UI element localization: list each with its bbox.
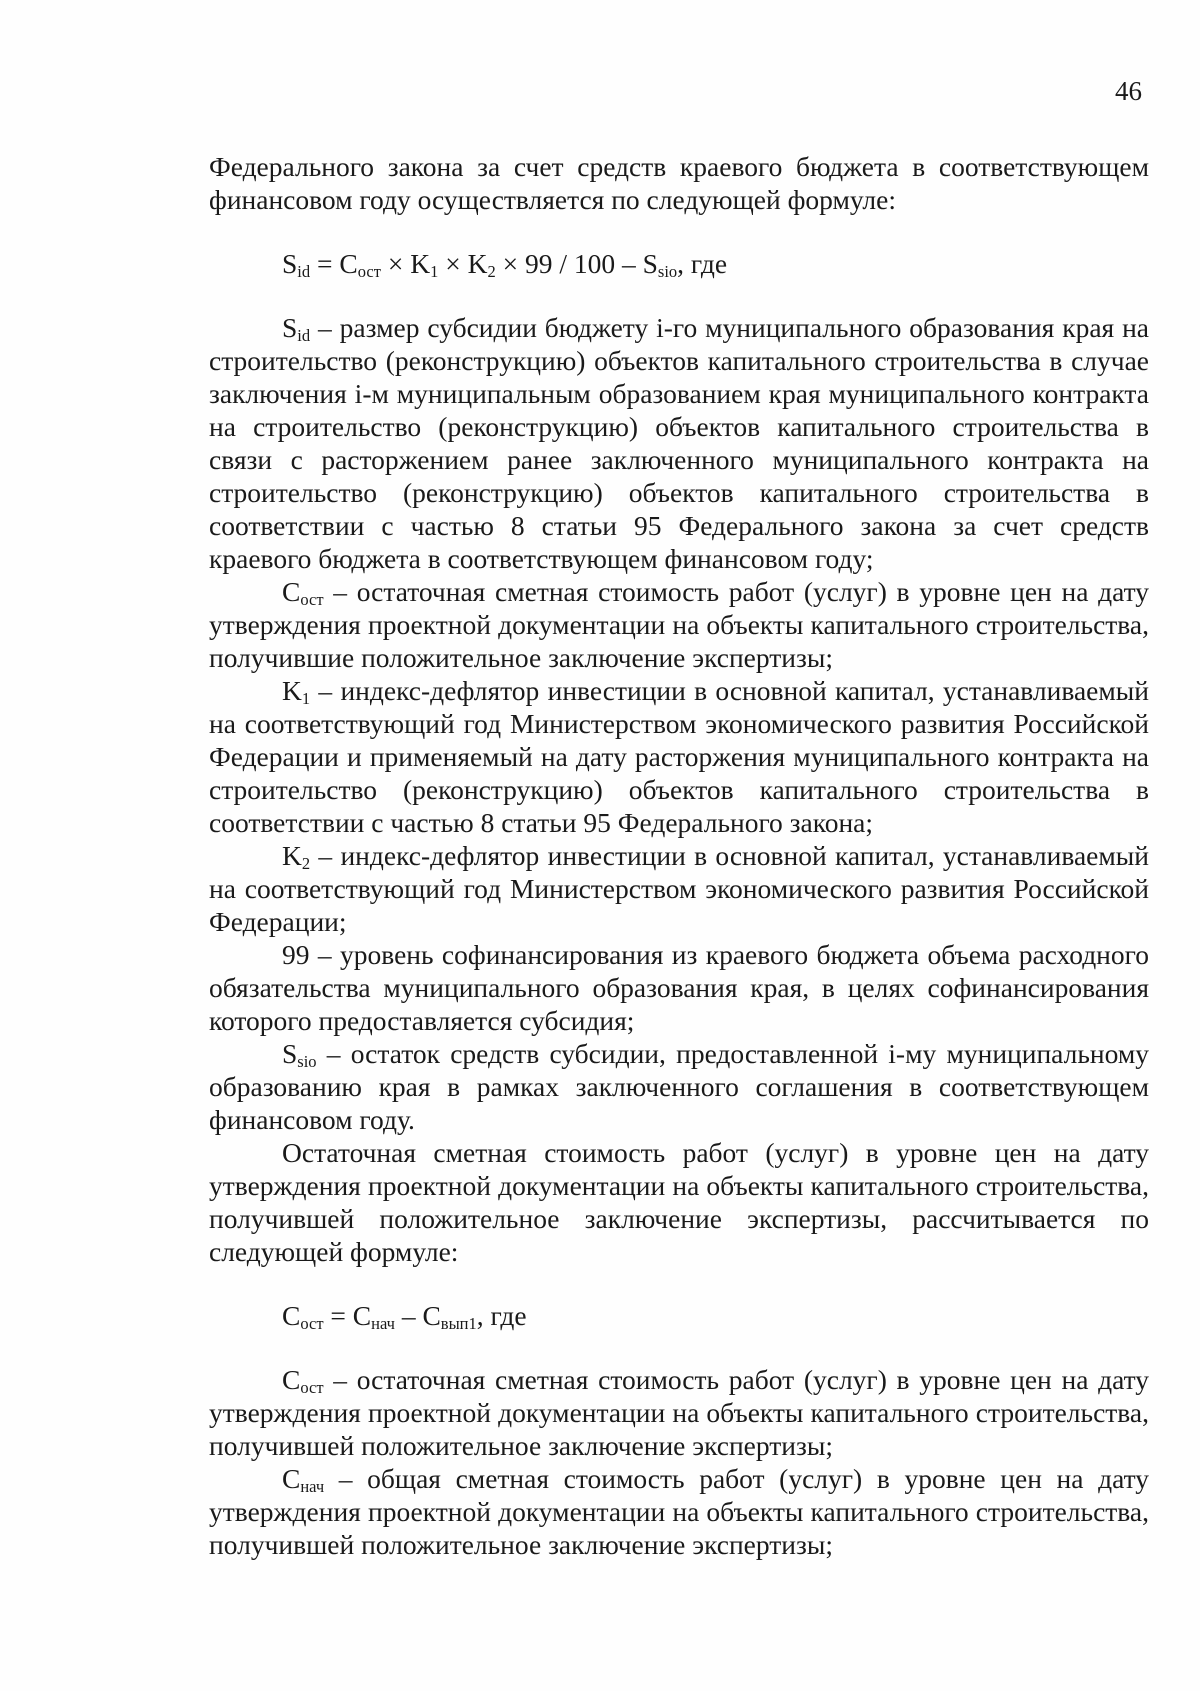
definition-cost-2: $C_{ост}$ – остаточная сметная стоимость работ (услуг) в уровне цен на дату утверждения проектной документации на объекты капитального строительства, получившей положительное заключение экспертизы;	[209, 1364, 1149, 1461]
paragraph-residual-cost: Остаточная сметная стоимость работ (услуг) в уровне цен на дату утверждения проектной документации на объекты капитального строительства, получившей положительное заключение экспертизы, рассчитывается по следующей формуле:	[209, 1137, 1149, 1267]
formula-subsidy: $S_{id} = C_{ост} \times K_1 \times K_2 \times 99 / 100 - S_{sio}$, где	[282, 248, 728, 282]
page-number: 46	[1115, 76, 1142, 106]
definition-cost: $C_{ост}$ – остаточная сметная стоимость работ (услуг) в уровне цен на дату утверждения проектной документации на объекты капитального строительства, получившие положительное заключение экспертизы;	[209, 576, 1149, 673]
document-body	[209, 150, 1149, 1561]
formula-residual-cost: $C_{ост} = C_{нач} - C_{вып1}$, где	[282, 1300, 527, 1334]
definition-99: 99 – уровень софинансирования из краевого бюджета объема расходного обязательства муниципального образования края, в целях софинансирования которого предоставляется субсидия;	[209, 939, 1149, 1036]
intro-paragraph: Федерального закона за счет средств краевого бюджета в соответствующем финансовом году осуществляется по следующей формуле:	[209, 151, 1149, 215]
definition-k2: $K_2$ – индекс-дефлятор инвестиции в основной капитал, устанавливаемый на соответствующий год Министерством экономического развития Российской Федерации;	[209, 840, 1149, 937]
definition-k1: $K_1$ – индекс-дефлятор инвестиции в основной капитал, устанавливаемый на соответствующий год Министерством экономического развития Российской Федерации и применяемый на дату расторжения муниципального контракта на строительство (реконструкцию) объектов капитального строительства в соответствии с частью 8 статьи 95 Федерального закона;	[209, 675, 1149, 838]
definition-ssio: $S_{sio}$ – остаток средств субсидии, предоставленной i-му муниципальному образованию края в рамках заключенного соглашения в соответствующем финансовом году.	[209, 1038, 1149, 1135]
definition-cnach: $C_{нач}$ – общая сметная стоимость работ (услуг) в уровне цен на дату утверждения проектной документации на объекты капитального строительства, получившей положительное заключение экспертизы;	[209, 1463, 1149, 1560]
definition-sid: $S_{id}$ – размер субсидии бюджету i-го муниципального образования края на строительство (реконструкцию) объектов капитального строительства в случае заключения i-м муниципальным образованием края муниципального контракта на строительство (реконструкцию) объектов капитального строительства в связи с расторжением ранее заключенного муниципального контракта на строительство (реконструкцию) объектов капитального строительства в соответствии с частью 8 статьи 95 Федерального закона за счет средств краевого бюджета в соответствующем финансовом году;	[209, 312, 1149, 574]
